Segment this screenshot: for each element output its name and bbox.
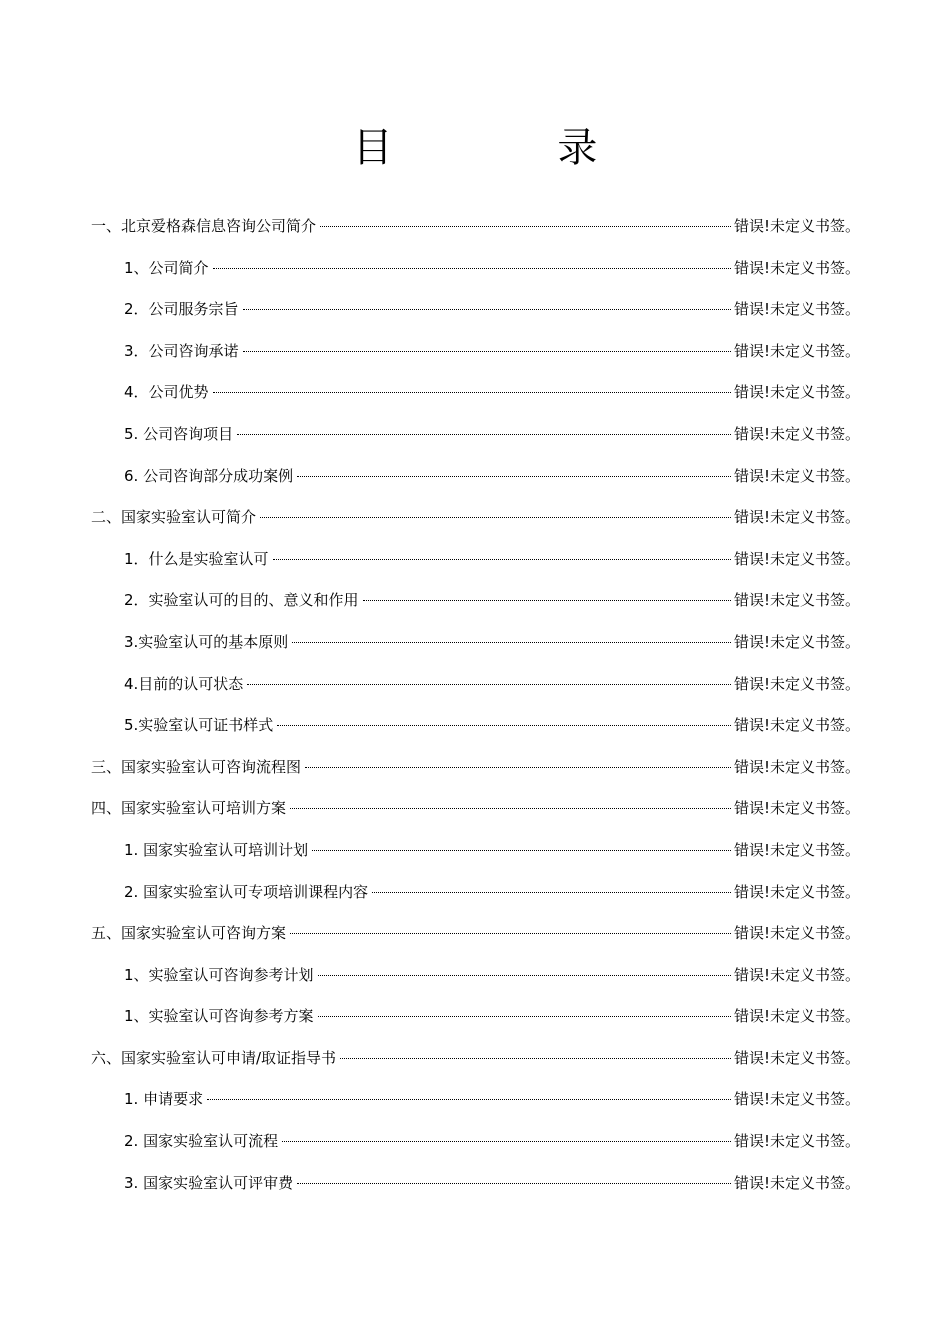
toc-dot-leader <box>372 892 731 893</box>
toc-entry-page-ref: 错误!未定义书签。 <box>733 1048 860 1067</box>
toc-dot-leader <box>207 1099 731 1100</box>
toc-entry-page-ref: 错误!未定义书签。 <box>733 341 860 360</box>
toc-entry[interactable] <box>91 331 860 373</box>
toc-entry-page-ref: 错误!未定义书签。 <box>733 300 860 319</box>
toc-entry-page-ref: 错误!未定义书签。 <box>733 716 860 735</box>
toc-dot-leader <box>243 351 731 352</box>
toc-entry-page-ref: 错误!未定义书签。 <box>733 217 860 235</box>
toc-entry-text: 3.实验室认可的基本原则 <box>124 632 289 651</box>
toc-entry-page-ref: 错误!未定义书签。 <box>733 1090 860 1109</box>
toc-entry-text: 1．什么是实验室认可 <box>124 549 269 568</box>
toc-entry[interactable] <box>91 289 860 331</box>
toc-entry-page-ref: 错误!未定义书签。 <box>733 632 860 651</box>
toc-entry[interactable] <box>91 622 860 664</box>
toc-dot-leader <box>363 600 731 601</box>
toc-entry[interactable] <box>91 372 860 414</box>
toc-entry[interactable] <box>91 497 860 539</box>
toc-entry[interactable] <box>91 456 860 498</box>
toc-dot-leader <box>305 767 731 768</box>
toc-dot-leader <box>297 1183 731 1184</box>
toc-entry-page-ref: 错误!未定义书签。 <box>733 1173 860 1192</box>
toc-dot-leader <box>340 1058 731 1059</box>
toc-entry-page-ref: 错误!未定义书签。 <box>733 924 860 943</box>
toc-entry-text: 六、国家实验室认可申请/取证指导书 <box>91 1048 337 1067</box>
toc-entry-page-ref: 错误!未定义书签。 <box>733 258 860 277</box>
toc-entry-text: 2．实验室认可的目的、意义和作用 <box>124 591 359 610</box>
toc-entry[interactable] <box>91 955 860 997</box>
toc-dot-leader <box>318 1016 731 1017</box>
toc-dot-leader <box>318 975 731 976</box>
toc-entry-text: 4．公司优势 <box>124 383 209 402</box>
toc-dot-leader <box>292 642 731 643</box>
toc-entry-page-ref: 错误!未定义书签。 <box>733 965 860 984</box>
toc-title: 目 录 <box>352 125 674 171</box>
toc-entry-page-ref: 错误!未定义书签。 <box>733 1007 860 1026</box>
toc-dot-leader <box>213 268 731 269</box>
toc-entry-page-ref: 错误!未定义书签。 <box>733 591 860 610</box>
toc-entry[interactable] <box>91 539 860 581</box>
toc-entry-text: 五、国家实验室认可咨询方案 <box>91 924 287 943</box>
toc-entry-page-ref: 错误!未定义书签。 <box>733 674 860 693</box>
toc-entry-text: 6. 公司咨询部分成功案例 <box>124 466 294 485</box>
toc-entry[interactable] <box>91 206 860 248</box>
toc-dot-leader <box>277 725 731 726</box>
toc-entry-text: 二、国家实验室认可简介 <box>91 508 257 527</box>
toc-dot-leader <box>297 476 731 477</box>
toc-entry[interactable] <box>91 664 860 706</box>
toc-entry[interactable] <box>91 747 860 789</box>
toc-entry-text: 3．公司咨询承诺 <box>124 341 239 360</box>
toc-dot-leader <box>260 517 731 518</box>
toc-dot-leader <box>273 559 731 560</box>
toc-entry-text: 1、实验室认可咨询参考计划 <box>124 965 314 984</box>
toc-dot-leader <box>282 1141 731 1142</box>
toc-entry[interactable] <box>91 1163 860 1205</box>
toc-entry-text: 2. 国家实验室认可专项培训课程内容 <box>124 882 369 901</box>
toc-entry-text: 四、国家实验室认可培训方案 <box>91 799 287 818</box>
toc-entry[interactable] <box>91 414 860 456</box>
toc-entry-text: 2. 国家实验室认可流程 <box>124 1132 279 1151</box>
toc-entry-page-ref: 错误!未定义书签。 <box>733 383 860 402</box>
toc-entry[interactable] <box>91 788 860 830</box>
toc-entry-page-ref: 错误!未定义书签。 <box>733 799 860 818</box>
toc-entry-text: 5.实验室认可证书样式 <box>124 716 274 735</box>
toc-entry-text: 1. 申请要求 <box>124 1090 204 1109</box>
toc-entry-text: 三、国家实验室认可咨询流程图 <box>91 757 302 776</box>
toc-dot-leader <box>290 808 731 809</box>
toc-entry-page-ref: 错误!未定义书签。 <box>733 757 860 776</box>
toc-dot-leader <box>247 684 731 685</box>
toc-dot-leader <box>312 850 731 851</box>
toc-dot-leader <box>213 392 731 393</box>
toc-entry-page-ref: 错误!未定义书签。 <box>733 1132 860 1151</box>
toc-dot-leader <box>243 309 731 310</box>
toc-entry[interactable] <box>91 872 860 914</box>
toc-entry[interactable] <box>91 580 860 622</box>
toc-entry-page-ref: 错误!未定义书签。 <box>733 840 860 859</box>
toc-entry-page-ref: 错误!未定义书签。 <box>733 466 860 485</box>
toc-entry[interactable] <box>91 913 860 955</box>
toc-entry[interactable] <box>91 1079 860 1121</box>
toc-entry-text: 4.目前的认可状态 <box>124 674 244 693</box>
toc-dot-leader <box>290 933 731 934</box>
toc-entry-page-ref: 错误!未定义书签。 <box>733 549 860 568</box>
toc-dot-leader <box>320 226 731 227</box>
toc-entry[interactable] <box>91 1038 860 1080</box>
toc-entry[interactable] <box>91 248 860 290</box>
toc-dot-leader <box>237 434 731 435</box>
toc-entry-text: 1、实验室认可咨询参考方案 <box>124 1007 314 1026</box>
toc-list <box>91 206 860 1204</box>
toc-entry-text: 5. 公司咨询项目 <box>124 424 234 443</box>
toc-entry-page-ref: 错误!未定义书签。 <box>733 424 860 443</box>
toc-entry[interactable] <box>91 1121 860 1163</box>
toc-entry-page-ref: 错误!未定义书签。 <box>733 508 860 527</box>
toc-entry[interactable] <box>91 996 860 1038</box>
toc-entry[interactable] <box>91 830 860 872</box>
toc-entry-text: 3. 国家实验室认可评审费 <box>124 1173 294 1192</box>
toc-entry-text: 1、公司简介 <box>124 258 209 277</box>
toc-entry-text: 一、北京爱格森信息咨询公司简介 <box>91 217 317 235</box>
toc-entry-page-ref: 错误!未定义书签。 <box>733 882 860 901</box>
toc-entry[interactable] <box>91 705 860 747</box>
toc-entry-text: 2．公司服务宗旨 <box>124 300 239 319</box>
toc-entry-text: 1. 国家实验室认可培训计划 <box>124 840 309 859</box>
